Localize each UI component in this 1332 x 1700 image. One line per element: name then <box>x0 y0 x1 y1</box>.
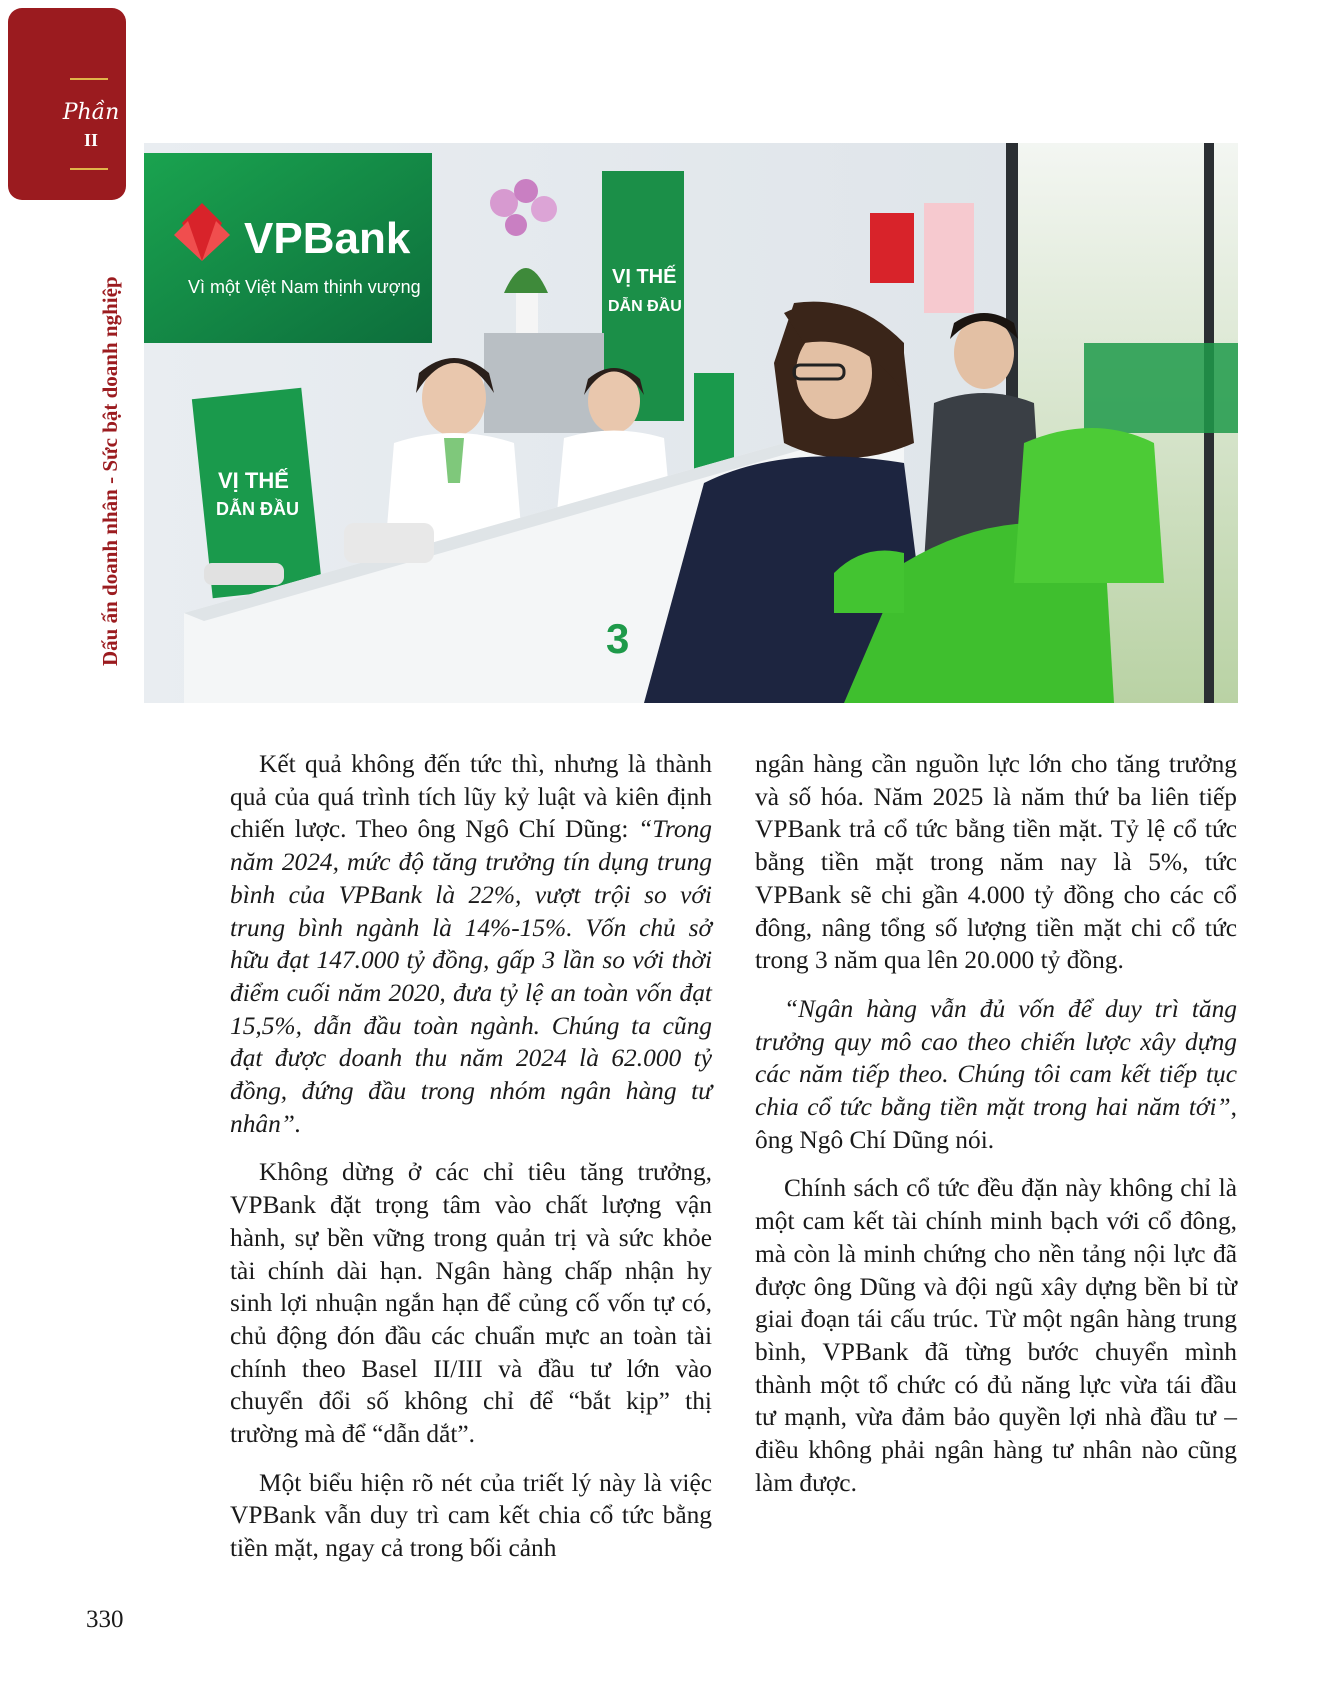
desk-poster-line1: VỊ THẾ <box>218 468 289 493</box>
right-column <box>755 748 1237 1515</box>
right-p2-quote: “Ngân hàng vẫn đủ vốn để duy trì tăng trưởng quy mô cao theo chiến lược xây dựng các năm tiếp theo. Chúng tôi cam kết tiếp tục chia cổ tức bằng tiền mặt trong hai năm tới” <box>755 994 1237 1122</box>
green-chair-back <box>1014 428 1164 583</box>
tab-rule-bottom <box>70 168 108 170</box>
right-paragraph-2 <box>755 993 1237 1157</box>
counter-number: 3 <box>606 615 630 662</box>
cabinet <box>484 333 604 433</box>
wall-slogan: Vì một Việt Nam thịnh vượng <box>188 277 421 297</box>
left-column <box>230 748 712 1581</box>
left-p1-intro: Kết quả không đến tức thì, nhưng là thành quả của quá trình tích lũy kỷ luật và kiên định chiến lược. Theo ông Ngô Chí Dũng: <box>230 750 712 844</box>
left-paragraph-2: Không dừng ở các chỉ tiêu tăng trưởng, VPBank đặt trọng tâm vào chất lượng vận hành, sự bền vững trong quản trị và sức khỏe tài chính dài hạn. Ngân hàng chấp nhận hy sinh lợi nhuận ngắn hạn để củng cố vốn tự có, chủ động đón đầu các chuẩn mực an toàn tài chính theo Basel II/III và đầu tư lớn vào chuyển đổi số không chỉ để “bắt kịp” thị trường mà để “dẫn dắt”. <box>230 1158 712 1449</box>
page-number: 330 <box>86 1606 124 1633</box>
branch-photo <box>144 143 1238 703</box>
left-p1-quote: “Trong năm 2024, mức độ tăng trưởng tín dụng trung bình của VPBank là 22%, vượt trội so với trung bình ngành là 14%-15%. Vốn chủ sở hữu đạt 147.000 tỷ đồng, gấp 3 lần so với thời điểm cuối năm 2020, đưa tỷ lệ an toàn vốn đạt 15,5%, dẫn đầu toàn ngành. Chúng ta cũng đạt được doanh thu năm 2024 là 62.000 tỷ đồng, đứng đầu trong nhóm ngân hàng tư nhân”. <box>230 815 712 1138</box>
exterior-sign <box>1084 343 1238 433</box>
fire-alarm <box>870 213 914 283</box>
card-reader <box>204 563 284 585</box>
section-numeral: II <box>83 130 98 150</box>
right-paragraph-1: ngân hàng cần nguồn lực lớn cho tăng trưởng và số hóa. Năm 2025 là năm thứ ba liên tiếp VPBank trả cổ tức bằng tiền mặt. Tỷ lệ cổ tức bằng tiền mặt trong năm nay là 5%, tức VPBank sẽ chi gần 4.000 tỷ đồng cho các cổ đông, nâng tổng số lượng tiền mặt chi cổ tức trong 3 năm qua lên 20.000 tỷ đồng. <box>755 750 1237 975</box>
branch-photo-illustration <box>144 143 1238 703</box>
desk-poster-line2: DẪN ĐẦU <box>216 499 299 519</box>
tab-rule-top <box>70 78 108 80</box>
tall-poster-line1: VỊ THẾ <box>612 266 677 288</box>
right-paragraph-3: Chính sách cổ tức đều đặn này không chỉ là một cam kết tài chính minh bạch với cổ đông, mà còn là minh chứng cho nền tảng nội lực đã được ông Dũng và đội ngũ xây dựng bền bỉ từ giai đoạn tái cấu trúc. Từ một ngân hàng trung bình, VPBank đã từng bước chuyển mình thành một tổ chức có đủ năng lực vừa tái đầu tư mạnh, vừa đảm bảo quyền lợi nhà đầu tư – điều không phải ngân hàng tư nhân nào cũng làm được. <box>755 1174 1237 1497</box>
wall-notice <box>924 203 974 313</box>
section-label: Phần <box>62 100 120 125</box>
tall-poster-line2: DẪN ĐẦU <box>608 298 682 315</box>
left-paragraph-1 <box>230 748 712 1140</box>
wall-logo-text: VPBank <box>244 214 411 263</box>
section-tab <box>8 8 126 200</box>
left-paragraph-3: Một biểu hiện rõ nét của triết lý này là việc VPBank vẫn duy trì cam kết chia cổ tức bằng tiền mặt, ngay cả trong bối cảnh <box>230 1468 712 1563</box>
right-p2-attribution: , ông Ngô Chí Dũng nói. <box>755 1093 1237 1154</box>
running-title: Dấu ấn doanh nhân - Sức bật doanh nghiệp <box>98 276 122 666</box>
desk-phone <box>344 523 434 563</box>
